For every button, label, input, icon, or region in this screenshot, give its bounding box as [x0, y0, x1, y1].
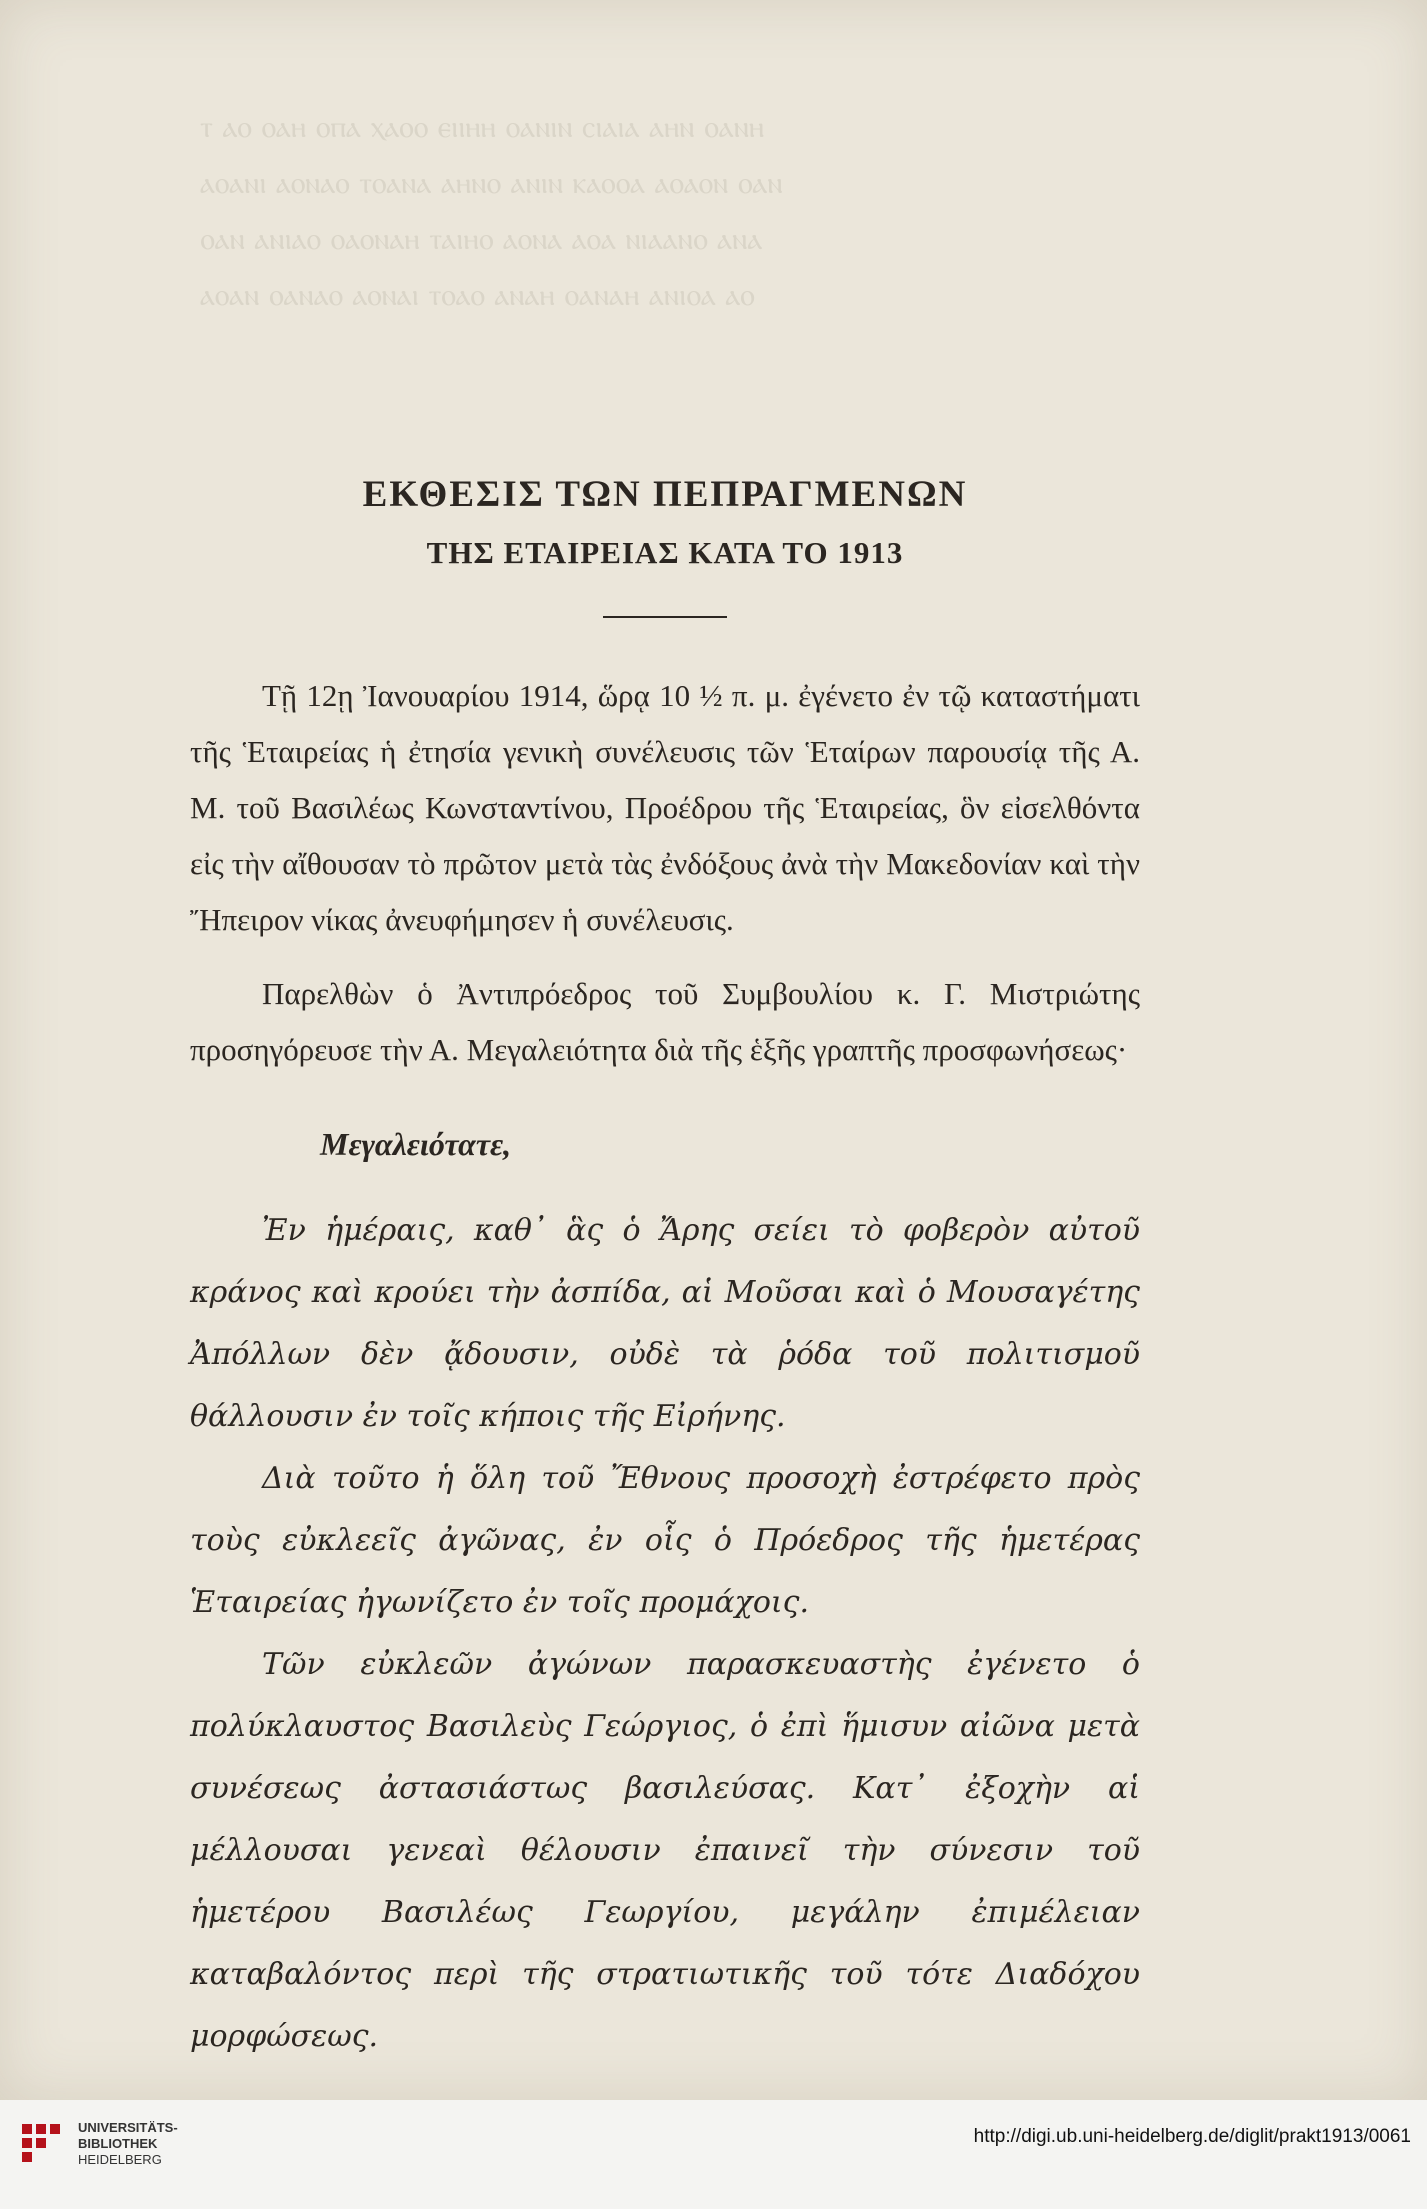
letter-paragraph: Τῶν εὐκλεῶν ἀγώνων παρασκευαστὴς ἐγένετο ὁ πολύκλαυστος Βασιλεὺς Γεώργιος, ὁ ἐπὶ ἥμισυν αἰῶνα μετὰ συνέσεως ἀστασιάστως βασιλεύσας. Κατ᾽ ἐξοχὴν αἱ μέλλουσαι γενεαὶ θέλουσιν ἐπαινεῖ τὴν σύνεσιν τοῦ ἡμετέρου Βασιλέως Γεωργίου, μεγάλην ἐπιμέλειαν καταβαλόντος περὶ τῆς στρατιωτικῆς τοῦ τότε Διαδόχου μορφώσεως. [190, 1647, 1140, 2054]
paragraph-address-intro: Παρελθὼν ὁ Ἀντιπρόεδρος τοῦ Συμβουλίου κ. Γ. Μιστριώτης προσηγόρευσε τὴν Α. Μεγαλειότητα διὰ τῆς ἑξῆς γραπτῆς προσφωνήσεως· [190, 976, 1140, 1067]
document-body [190, 470, 1140, 2068]
title-divider [603, 616, 727, 618]
bleed-through-texture: ⲧ ⲁⲟ ⲟⲁⲏ ⲟⲡⲁ ⲭⲁⲟⲟ ⲉⲓⲓⲏⲏ ⲟⲁⲛⲓⲛ ⲥⲓⲁⲓⲁ ⲁⲏⲛ ⲟⲁⲛⲏ ⲁⲟⲁⲛⲓ ⲁⲟⲛⲁⲟ ⲧⲟⲁⲛⲁ ⲁⲏⲛⲟ ⲁⲛⲓⲛ ⲕⲁⲟⲟⲁ ⲁⲟⲁⲟⲛ ⲟⲁⲛ ⲟⲁⲛ ⲁⲛⲓⲁⲟ ⲟⲁⲟⲛⲁⲏ ⲧⲁⲓⲏⲟ ⲁⲟⲛⲁ ⲁⲟⲁ ⲛⲓⲁⲁⲛⲟ ⲁⲛⲁ ⲁⲟⲁⲛ ⲟⲁⲛⲁⲟ ⲁⲟⲛⲁⲓ ⲧⲟⲁⲟ ⲁⲛⲁⲏ ⲟⲁⲛⲁⲏ ⲁⲛⲓⲟⲁ ⲁⲟ [200, 110, 783, 313]
library-name-line: HEIDELBERG [78, 2152, 162, 2167]
library-name-line: UNIVERSITÄTS- [78, 2120, 178, 2135]
document-subtitle: ΤΗΣ ΕΤΑΙΡΕΙΑΣ ΚΑΤΑ ΤΟ 1913 [426, 535, 904, 570]
document-title: ΕΚΘΕΣΙΣ ΤΩΝ ΠΕΠΡΑΓΜΕΝΩΝ [362, 474, 968, 515]
university-library-logo [18, 2120, 64, 2166]
paragraph-meeting: Τῇ 12ῃ Ἰανουαρίου 1914, ὥρᾳ 10 ½ π. μ. ἐγένετο ἐν τῷ καταστήματι τῆς Ἑταιρείας ἡ ἐτησία γενικὴ συνέλευσις τῶν Ἑταίρων παρουσίᾳ τῆς Α. Μ. τοῦ Βασιλέως Κωνσταντίνου, Προέδρου τῆς Ἑταιρείας, ὃν εἰσελθόντα εἰς τὴν αἴθουσαν τὸ πρῶτον μετὰ τὰς ἐνδόξους ἀνὰ τὴν Μακεδονίαν καὶ τὴν Ἤπειρον νίκας ἀνευφήμησεν ἡ συνέλευσις. [190, 678, 1140, 937]
permalink-url[interactable]: http://digi.ub.uni-heidelberg.de/diglit/prakt1913/0061 [973, 2126, 1411, 2147]
letter-paragraph: Ἐν ἡμέραις, καθ᾽ ἃς ὁ Ἄρης σείει τὸ φοβερὸν αὐτοῦ κράνος καὶ κρούει τὴν ἀσπίδα, αἱ Μοῦσαι καὶ ὁ Μουσαγέτης Ἀπόλλων δὲν ᾄδουσιν, οὐδὲ τὰ ῥόδα τοῦ πολιτισμοῦ θάλλουσιν ἐν τοῖς κήποις τῆς Εἰρήνης. [190, 1213, 1140, 1434]
footer-bar [0, 2100, 1427, 2209]
library-name-line: BIBLIOTHEK [78, 2136, 158, 2151]
salutation: Μεγαλειότατε, [320, 1126, 512, 1162]
letter-paragraph: Διὰ τοῦτο ἡ ὅλη τοῦ Ἔθνους προσοχὴ ἐστρέφετο πρὸς τοὺς εὐκλεεῖς ἀγῶνας, ἐν οἷς ὁ Πρόεδρος τῆς ἡμετέρας Ἑταιρείας ἠγωνίζετο ἐν τοῖς προμάχοις. [190, 1461, 1140, 1620]
library-name [78, 2120, 178, 2168]
